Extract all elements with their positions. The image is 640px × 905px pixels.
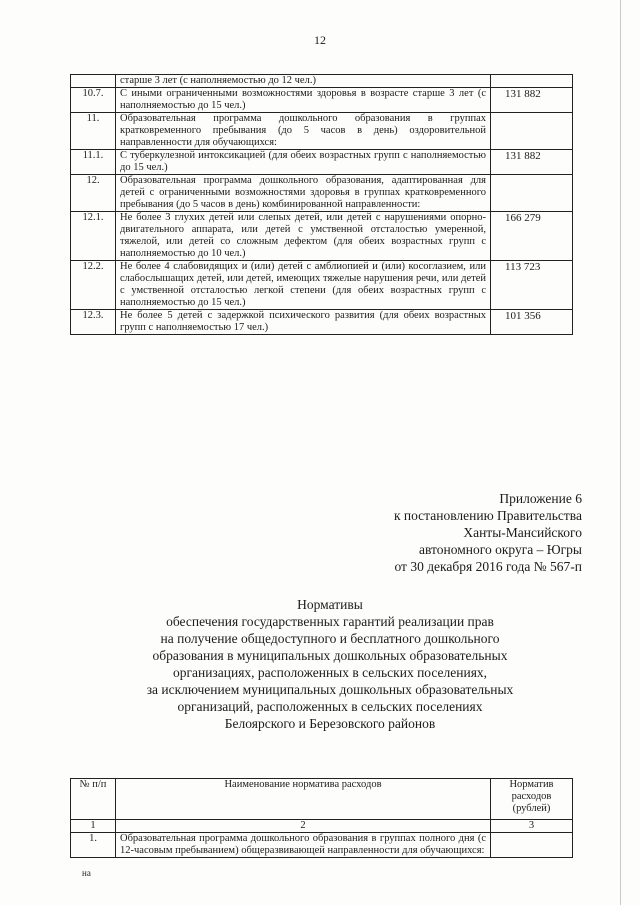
row-value xyxy=(491,833,573,858)
col-number: 2 xyxy=(116,820,491,833)
table-row xyxy=(71,75,573,88)
row-number: 1. xyxy=(71,833,116,858)
norms-table xyxy=(70,778,573,858)
table-row xyxy=(71,261,573,310)
row-number: 12.1. xyxy=(71,212,116,261)
scan-edge xyxy=(620,0,621,905)
footnote-mark: на xyxy=(82,868,91,878)
norms-table-continued xyxy=(70,74,573,335)
title-line: на получение общедоступного и бесплатного дошкольного xyxy=(160,631,500,646)
appendix-header xyxy=(394,490,582,575)
row-value xyxy=(491,75,573,88)
table-row xyxy=(71,212,573,261)
page-number: 12 xyxy=(314,33,326,47)
row-value: 113 723 xyxy=(491,261,573,310)
table-row xyxy=(71,310,573,335)
appendix-line: от 30 декабря 2016 года № 567-п xyxy=(394,559,582,574)
row-number: 12.3. xyxy=(71,310,116,335)
row-number: 12.2. xyxy=(71,261,116,310)
title-line: обеспечения государственных гарантий реализации прав xyxy=(166,614,494,629)
row-number: 12. xyxy=(71,175,116,212)
header-num: № п/п xyxy=(71,779,116,820)
document-title xyxy=(80,596,580,732)
column-numbers-row xyxy=(71,820,573,833)
row-text: старше 3 лет (с наполняемостью до 12 чел.) xyxy=(116,75,491,88)
row-value xyxy=(491,113,573,150)
row-value: 101 356 xyxy=(491,310,573,335)
col-number: 1 xyxy=(71,820,116,833)
table-row xyxy=(71,88,573,113)
header-name: Наименование норматива расходов xyxy=(116,779,491,820)
title-line: за исключением муниципальных дошкольных образовательных xyxy=(146,682,514,697)
row-text: Образовательная программа дошкольного образования в группах полного дня (с 12-часовым пребыванием) общеразвивающей направленности для обучающихся: xyxy=(116,833,491,858)
appendix-line: к постановлению Правительства xyxy=(393,508,582,523)
row-number: 11. xyxy=(71,113,116,150)
row-value: 166 279 xyxy=(491,212,573,261)
row-number: 11.1. xyxy=(71,150,116,175)
row-text: Не более 5 детей с задержкой психического развития (для обеих возрастных групп с наполняемостью 17 чел.) xyxy=(116,310,491,335)
header-norm: Норматив расходов (рублей) xyxy=(491,779,573,820)
title-line: образования в муниципальных дошкольных образовательных xyxy=(152,648,508,663)
table-row xyxy=(71,150,573,175)
row-value xyxy=(491,175,573,212)
appendix-line: Приложение 6 xyxy=(499,491,582,506)
appendix-line: автономного округа – Югры xyxy=(419,542,582,557)
appendix-line: Ханты-Мансийского xyxy=(463,525,582,540)
table-row xyxy=(71,833,573,858)
title-line: Белоярского и Березовского районов xyxy=(224,716,436,731)
table-row xyxy=(71,113,573,150)
row-number xyxy=(71,75,116,88)
row-number: 10.7. xyxy=(71,88,116,113)
row-text: Не более 3 глухих детей или слепых детей, или детей с нарушениями опорно-двигательного аппарата, или детей с умственной отсталостью умеренной, тяжелой, или детей со сложным дефектом (для обеих возрастных групп с наполняемостью до 10 чел.) xyxy=(116,212,491,261)
row-text: Образовательная программа дошкольного образования в группах кратковременного пребывания (до 5 часов в день) оздоровительной направленности для обучающихся: xyxy=(116,113,491,150)
title-line: организаций, расположенных в сельских поселениях xyxy=(177,699,483,714)
title-line: Нормативы xyxy=(297,597,363,612)
table-header-row xyxy=(71,779,573,820)
row-text: Образовательная программа дошкольного образования, адаптированная для детей с ограниченными возможностями здоровья в группах кратковременного пребывания (до 5 часов в день) комбинированной направленности: xyxy=(116,175,491,212)
title-line: организациях, расположенных в сельских поселениях, xyxy=(172,665,488,680)
row-value: 131 882 xyxy=(491,88,573,113)
row-text: С иными ограниченными возможностями здоровья в возрасте старше 3 лет (с наполняемостью до 15 чел.) xyxy=(116,88,491,113)
table-row xyxy=(71,175,573,212)
row-value: 131 882 xyxy=(491,150,573,175)
row-text: С туберкулезной интоксикацией (для обеих возрастных групп с наполняемостью до 15 чел.) xyxy=(116,150,491,175)
row-text: Не более 4 слабовидящих и (или) детей с амблиопией и (или) косоглазием, или слабослышащих детей, или детей, имеющих тяжелые нарушения речи, или детей с умственной отсталостью легкой степени (для обеих возрастных групп с наполняемостью до 15 чел.) xyxy=(116,261,491,310)
col-number: 3 xyxy=(491,820,573,833)
